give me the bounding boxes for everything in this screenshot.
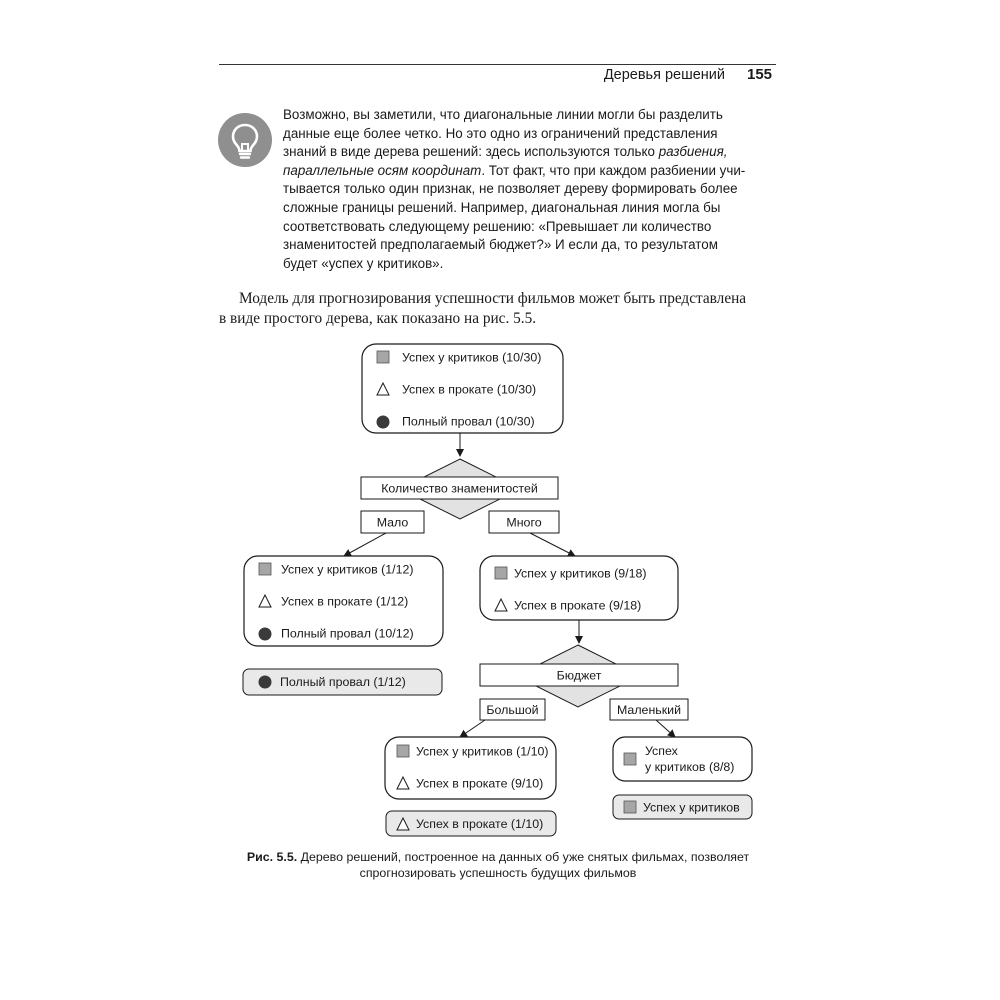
body-line: в виде простого дерева, как показано на рис. 5.5. bbox=[219, 310, 537, 327]
square-icon bbox=[624, 753, 636, 765]
tip-line: будет «успех у критиков». bbox=[283, 255, 444, 271]
edge-few bbox=[344, 511, 424, 556]
tip-line: знаменитостей предполагаемый бюджет?» И если да, то результатом bbox=[283, 237, 718, 253]
node-few-celebrities bbox=[244, 556, 443, 646]
node-small-line2: у критиков (8/8) bbox=[645, 760, 735, 774]
tip-line: параллельные осям координат. Тот факт, что при каждом разбиении учи- bbox=[283, 162, 746, 178]
square-icon bbox=[259, 563, 271, 575]
edge-many bbox=[489, 511, 575, 556]
leaf-small bbox=[613, 795, 752, 819]
node-big-critics: Успех у критиков (1/10) bbox=[416, 744, 549, 759]
figure-caption bbox=[218, 849, 778, 881]
node-many-boxoffice: Успех в прокате (9/18) bbox=[514, 598, 642, 613]
square-icon bbox=[377, 351, 389, 363]
square-icon bbox=[624, 801, 636, 813]
tip-line: соответствовать следующему решению: «Превышает ли количество bbox=[283, 218, 712, 234]
tip-line: сложные границы решений. Например, диагональная линия могла бы bbox=[283, 199, 721, 215]
body-line: Модель для прогнозирования успешности фильмов может быть представлена bbox=[239, 290, 747, 307]
tip-line: данные еще более четко. Но это одно из ограничений представления bbox=[283, 125, 718, 141]
node-few-critics: Успех у критиков (1/12) bbox=[281, 562, 414, 577]
leaf-small-text: Успех у критиков bbox=[643, 800, 740, 815]
split-budget bbox=[480, 645, 678, 707]
caption-label: Рис. 5.5. bbox=[246, 850, 298, 864]
root-item-flop: Полный провал (10/30) bbox=[402, 414, 535, 429]
square-icon bbox=[397, 745, 409, 757]
tip-line: Возможно, вы заметили, что диагональные линии могли бы разделить bbox=[283, 107, 723, 122]
leaf-big-text: Успех в прокате (1/10) bbox=[416, 817, 544, 831]
edge-label-small: Маленький bbox=[616, 703, 682, 717]
leaf-few-text: Полный провал (1/12) bbox=[280, 675, 406, 689]
node-many-critics: Успех у критиков (9/18) bbox=[514, 566, 647, 581]
node-big-boxoffice: Успех в прокате (9/10) bbox=[416, 776, 544, 791]
tip-line: тывается только один признак, не позволяет дереву формировать более bbox=[283, 181, 738, 197]
page-number: 155 bbox=[747, 66, 773, 83]
node-many-celebrities bbox=[480, 556, 678, 620]
edge-big bbox=[460, 699, 545, 737]
root-item-boxoffice: Успех в прокате (10/30) bbox=[402, 382, 537, 397]
node-big-budget bbox=[385, 737, 556, 799]
running-title: Деревья решений bbox=[603, 67, 725, 83]
root-item-critics: Успех у критиков (10/30) bbox=[402, 350, 542, 365]
square-icon bbox=[495, 567, 507, 579]
leaf-big bbox=[386, 811, 556, 836]
caption-line: спрогнозировать успешность будущих фильмов bbox=[359, 866, 637, 880]
split-celebrities bbox=[361, 459, 558, 519]
circle-icon bbox=[259, 628, 272, 641]
edge-label-few: Мало bbox=[376, 515, 409, 530]
split-label: Количество знаменитостей bbox=[381, 481, 538, 496]
root-node bbox=[362, 344, 563, 433]
edge-small bbox=[610, 699, 688, 737]
circle-icon bbox=[377, 416, 390, 429]
node-few-flop: Полный провал (10/12) bbox=[281, 626, 414, 641]
tip-line: знаний в виде дерева решений: здесь используются только разбиения, bbox=[283, 144, 728, 160]
edge-label-big: Большой bbox=[486, 703, 539, 717]
caption-line: Рис. 5.5. Дерево решений, построенное на данных об уже снятых фильмах, позволяет bbox=[246, 850, 750, 864]
leaf-few bbox=[243, 669, 442, 695]
circle-icon bbox=[259, 676, 272, 689]
edge-label-many: Много bbox=[506, 515, 542, 530]
node-few-boxoffice: Успех в прокате (1/12) bbox=[281, 594, 409, 609]
split-label: Бюджет bbox=[556, 668, 602, 683]
node-small-line1: Успех bbox=[645, 744, 678, 758]
node-small-budget bbox=[613, 737, 752, 781]
